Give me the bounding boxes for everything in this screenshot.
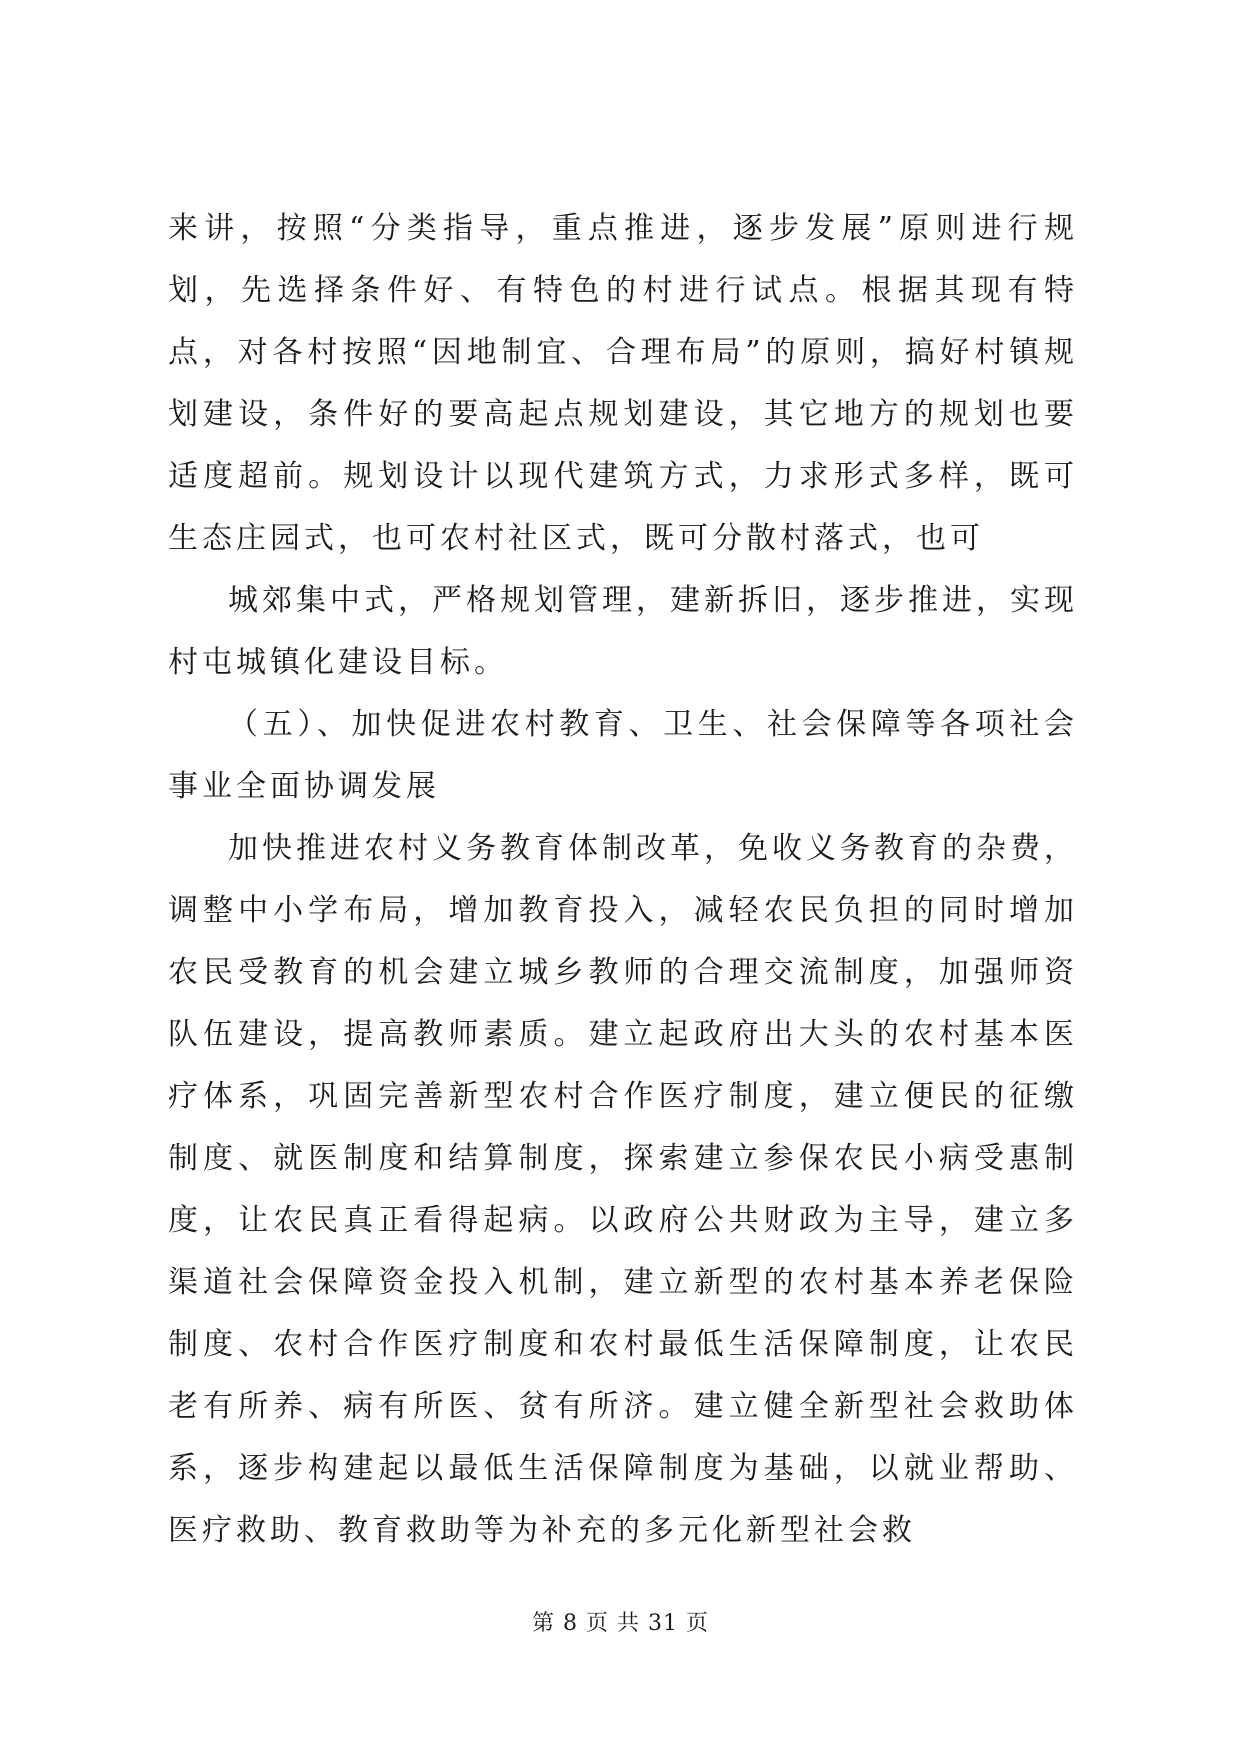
document-body (168, 198, 1078, 1562)
section-heading-five: （五）、加快促进农村教育、卫生、社会保障等各项社会事业全面协调发展 (168, 707, 1078, 804)
page-number-footer: 第 8 页 共 31 页 (532, 1611, 709, 1636)
paragraph-suburban-planning: 城郊集中式，严格规划管理，建新拆旧，逐步推进，实现村屯城镇化建设目标。 (168, 583, 1078, 680)
paragraph-rural-education: 加快推进农村义务教育体制改革，免收义务教育的杂费，调整中小学布局，增加教育投入，减轻农民负担的同时增加农民受教育的机会建立城乡教师的合理交流制度，加强师资队伍建设，提高教师素质。建立起政府出大头的农村基本医疗体系，巩固完善新型农村合作医疗制度，建立便民的征缴制度、就医制度和结算制度，探索建立参保农民小病受惠制度，让农民真正看得起病。以政府公共财政为主导，建立多渠道社会保障资金投入机制，建立新型的农村基本养老保险制度、农村合作医疗制度和农村最低生活保障制度，让农民老有所养、病有所医、贫有所济。建立健全新型社会救助体系，逐步构建起以最低生活保障制度为基础，以就业帮助、医疗救助、教育救助等为补充的多元化新型社会救 (168, 831, 1078, 1548)
paragraph-continuation: 来讲，按照“分类指导，重点推进，逐步发展”原则进行规划，先选择条件好、有特色的村进行试点。根据其现有特点，对各村按照“因地制宜、合理布局”的原则，搞好村镇规划建设，条件好的要高起点规划建设，其它地方的规划也要适度超前。规划设计以现代建筑方式，力求形式多样，既可生态庄园式，也可农村社区式，既可分散村落式，也可 (168, 211, 1078, 556)
